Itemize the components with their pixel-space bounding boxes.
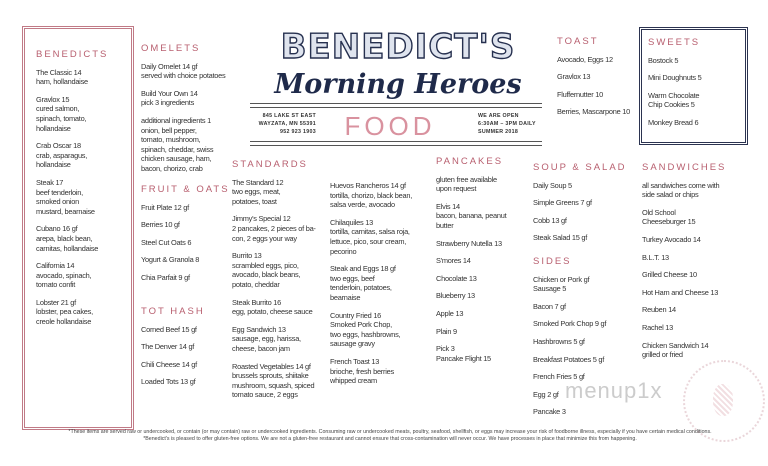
menu-item-name-price: Loaded Tots 13 gf xyxy=(141,377,196,387)
menu-item-description: chicken sausage, ham, xyxy=(141,154,212,164)
menu-item-name-price: Hashbrowns 5 gf xyxy=(533,336,585,346)
menu-item xyxy=(648,91,702,110)
menu-item-description: served with choice potatoes xyxy=(141,71,226,81)
menu-item xyxy=(436,256,506,266)
hours xyxy=(478,112,536,136)
menu-item-description: Pancake Flight 15 xyxy=(436,353,491,363)
menu-item-description: beef tenderloin, xyxy=(36,187,83,197)
menu-item-name-price: Chicken Sandwich 14 xyxy=(642,340,709,350)
season: SUMMER 2018 xyxy=(478,129,519,135)
menu-item-name-price: Berries 10 gf xyxy=(141,220,180,230)
menu-item-description: mustard, bearnaise xyxy=(36,206,95,216)
menu-item-description: two eggs, hashbrowns, xyxy=(330,329,401,339)
menu-item-description: potato, cheddar xyxy=(232,279,280,289)
section-heading: TOAST xyxy=(557,36,599,47)
menu-item-description: salsa verde, avocado xyxy=(330,200,395,210)
menu-item-name-price: Huevos Rancheros 14 gf xyxy=(330,181,406,190)
phone: 952 923 1903 xyxy=(279,129,316,135)
menu-item xyxy=(141,238,230,248)
menu-item-description: sausage gravy xyxy=(330,339,375,349)
menu-item xyxy=(232,214,316,243)
menu-item xyxy=(436,344,506,363)
menu-item-name-price: Lobster 21 gf xyxy=(36,297,76,307)
menu-item-name-price: Cubano 16 gf xyxy=(36,224,78,234)
menu-item xyxy=(533,216,627,226)
menu-item-name-price: Reuben 14 xyxy=(642,305,676,315)
menu-item-name-price: Gravlox 13 xyxy=(557,72,591,82)
menu-item-description: pick 3 ingredients xyxy=(141,98,195,108)
menu-item-name-price: Chocolate 13 xyxy=(436,273,477,283)
menu-item xyxy=(436,327,506,337)
section-heading: PANCAKES xyxy=(436,156,504,167)
menu-item-name-price: The Classic 14 xyxy=(36,67,82,77)
menu-item-description: smoked onion xyxy=(36,197,80,207)
menu-item-name-price: Old School xyxy=(642,207,676,217)
menu-item-description: mushroom, squash, spiced xyxy=(232,380,315,390)
menu-item xyxy=(141,377,205,387)
menu-item-description: ham, hollandaise xyxy=(36,77,88,87)
menu-item-name-price: Corned Beef 15 gf xyxy=(141,324,197,334)
hours-time: 6:30AM – 3PM DAILY xyxy=(478,121,536,127)
menu-item-description: carnitas, hollandaise xyxy=(36,243,99,253)
menu-item-name-price: Egg 2 gf xyxy=(533,389,559,399)
menu-item-name-price: French Fries 5 gf xyxy=(533,372,585,382)
menu-item-description: scrambled eggs, pico, xyxy=(232,260,299,270)
menu-item-name-price: Crab Oscar 18 xyxy=(36,141,81,151)
gluten-free-disclaimer: *Benedict's is pleased to offer gluten-free options. We are not a gluten-free restaurant and cannot ensure that cross-contamination will never occur. We have processes in place that minimize this from happening. xyxy=(143,435,637,442)
menu-item-description: hollandaise xyxy=(36,160,71,170)
menu-item-name-price: Jimmy's Special 12 xyxy=(232,214,291,224)
menu-item-description: lobster, pea cakes, xyxy=(36,307,93,317)
section-tot-hash xyxy=(141,307,205,395)
menu-item-description: egg, potato, cheese sauce xyxy=(232,307,313,317)
menu-item-description: brussels sprouts, shiitake xyxy=(232,371,309,381)
menu-item-name-price: Monkey Bread 6 xyxy=(648,117,699,127)
menu-item xyxy=(232,325,316,354)
section-toast xyxy=(557,37,630,125)
section-standards xyxy=(232,160,316,408)
address-city: WAYZATA, MN 55391 xyxy=(258,121,316,127)
hours-open: WE ARE OPEN xyxy=(478,113,519,119)
menu-item xyxy=(141,342,205,352)
menu-item-name-price: Steel Cut Oats 6 xyxy=(141,237,192,247)
menu-item-description: two eggs, beef xyxy=(330,273,375,283)
menu-item xyxy=(648,73,702,83)
menu-item xyxy=(533,233,627,243)
menu-item-name-price: Steak Salad 15 gf xyxy=(533,233,588,243)
menu-item-name-price: Apple 13 xyxy=(436,308,464,318)
menu-item xyxy=(330,311,412,349)
section-soup-salad xyxy=(533,163,627,251)
address xyxy=(252,112,316,136)
note-line: all sandwiches come with xyxy=(642,180,720,190)
menu-item-description: bearnaise xyxy=(330,292,361,302)
menu-item xyxy=(642,323,726,333)
menu-item-description: Chip Cookies 5 xyxy=(648,100,695,110)
menu-item-description: tomato confit xyxy=(36,280,76,290)
menu-item-name-price: Bostock 5 xyxy=(648,55,679,65)
menu-item-description: butter xyxy=(436,220,454,230)
menu-item xyxy=(648,56,702,66)
note-line: upon request xyxy=(436,184,477,194)
menu-item-description: tenderloin, potatoes, xyxy=(330,283,392,293)
menu-item xyxy=(642,270,726,280)
menu-item xyxy=(436,309,506,319)
menu-item-name-price: B.L.T. 13 xyxy=(642,252,669,262)
menu-item-description: grilled or fried xyxy=(642,350,683,360)
menu-item-name-price: Blueberry 13 xyxy=(436,291,475,301)
menu-item-name-price: Daily Soup 5 xyxy=(533,180,572,190)
menu-item xyxy=(141,89,225,108)
menu-item xyxy=(642,288,726,298)
menu-item-name-price: Berries, Mascarpone 10 xyxy=(557,107,630,117)
menu-item xyxy=(436,239,506,249)
menu-item-description: avocado, spinach, xyxy=(36,270,92,280)
menu-item-description: sausage, egg, harissa, xyxy=(232,334,301,344)
menu-item-name-price: Daily Omelet 14 gf xyxy=(141,61,198,71)
menu-item-name-price: Rachel 13 xyxy=(642,322,674,332)
menu-item xyxy=(141,116,225,174)
menu-item xyxy=(141,325,205,335)
menu-item-description: Smoked Pork Chop, xyxy=(330,320,392,330)
menu-item-name-price: S'mores 14 xyxy=(436,256,471,266)
note-line: side salad or chips xyxy=(642,190,699,200)
menu-item-description: creole hollandaise xyxy=(36,317,92,327)
menu-item xyxy=(557,107,630,117)
menu-item xyxy=(533,407,606,417)
section-fruit-oats xyxy=(141,185,230,291)
menu-item xyxy=(232,251,316,289)
address-street: 845 LAKE ST EAST xyxy=(262,113,316,119)
menu-item-description: two eggs, meat, xyxy=(232,187,281,197)
menu-item-description: tortilla, chorizo, black bean, xyxy=(330,190,413,200)
food-heading: FOOD xyxy=(344,111,436,141)
menu-item xyxy=(36,95,108,133)
menu-item-description: tomato, mushroom, xyxy=(141,135,201,145)
section-heading: STANDARDS xyxy=(232,159,308,170)
section-heading: SANDWICHES xyxy=(642,162,727,173)
menu-item-name-price: Gravlox 15 xyxy=(36,94,70,104)
menu-item xyxy=(557,55,630,65)
menu-item xyxy=(36,178,108,216)
watermark: menup1x xyxy=(565,378,663,403)
menu-item-name-price: Bacon 7 gf xyxy=(533,301,566,311)
menu-item xyxy=(36,298,108,327)
menu-item-name-price: Country Fried 16 xyxy=(330,310,382,320)
menu-item-name-price: Strawberry Nutella 13 xyxy=(436,238,502,248)
menu-item xyxy=(533,302,606,312)
menu-item-name-price: California 14 xyxy=(36,261,75,271)
menu-item-description: pecorino xyxy=(330,246,357,256)
menu-item-name-price: Cobb 13 gf xyxy=(533,215,567,225)
menu-item-name-price: Warm Chocolate xyxy=(648,90,700,100)
section-heading: SWEETS xyxy=(648,37,701,48)
section-pancakes xyxy=(436,157,506,371)
menu-item-name-price: Pick 3 xyxy=(436,344,455,354)
section-heading: TOT HASH xyxy=(141,306,205,317)
menu-item-name-price: Steak 17 xyxy=(36,177,64,187)
menu-item-name-price: Yogurt & Granola 8 xyxy=(141,255,200,265)
menu-item-name-price: Smoked Pork Chop 9 gf xyxy=(533,319,607,329)
menu-item xyxy=(648,118,702,128)
section-heading: OMELETS xyxy=(141,43,201,54)
menu-item-name-price: Fluffernutter 10 xyxy=(557,89,603,99)
section-sweets xyxy=(648,38,702,136)
section-omelets xyxy=(141,44,225,182)
menu-item xyxy=(557,90,630,100)
section-heading: SOUP & SALAD xyxy=(533,162,627,173)
section-heading: FRUIT & OATS xyxy=(141,184,230,195)
menu-item-name-price: Pancake 3 xyxy=(533,407,566,417)
menu-item xyxy=(141,62,225,81)
menu-item xyxy=(436,274,506,284)
menu-item xyxy=(232,178,316,207)
menu-item-description: arepa, black bean, xyxy=(36,233,93,243)
note-line: gluten free available xyxy=(436,174,497,184)
menu-item-description: cheese, bacon jam xyxy=(232,343,290,353)
menu-item xyxy=(533,275,606,294)
menu-item-name-price: Egg Sandwich 13 xyxy=(232,324,286,334)
footer-disclaimer xyxy=(20,429,760,442)
menu-item-description: con, 2 eggs your way xyxy=(232,233,297,243)
menu-item-name-price: The Standard 12 xyxy=(232,177,284,187)
menu-item-name-price: Fruit Plate 12 gf xyxy=(141,202,189,212)
menu-item-name-price: Hot Ham and Cheese 13 xyxy=(642,287,719,297)
restaurant-logo-title: BENEDICT'S xyxy=(280,27,516,67)
menu-item xyxy=(330,357,412,386)
menu-item-name-price: Build Your Own 14 xyxy=(141,88,198,98)
menu-item xyxy=(642,253,726,263)
section-note xyxy=(436,175,506,194)
section-sandwiches xyxy=(642,163,726,368)
menu-item-name-price: Burrito 13 xyxy=(232,251,262,261)
menu-item xyxy=(141,273,230,283)
menu-item-name-price: Breakfast Potatoes 5 gf xyxy=(533,354,605,364)
menu-item-name-price: additional ingredients 1 xyxy=(141,115,212,125)
menu-item-name-price: Avocado, Eggs 12 xyxy=(557,54,613,64)
menu-item xyxy=(141,220,230,230)
menu-item xyxy=(533,198,627,208)
menu-item-name-price: Roasted Vegetables 14 gf xyxy=(232,361,311,371)
section-benedicts xyxy=(36,50,108,335)
menu-item-description: bacon, chorizo, crab xyxy=(141,163,203,173)
menu-item-description: spinach, tomato, xyxy=(36,113,87,123)
divider xyxy=(250,103,542,108)
menu-item-description: potatoes, toast xyxy=(232,196,277,206)
menu-item-description: whipped cream xyxy=(330,376,377,386)
raw-food-disclaimer: *These items are served raw or undercooked, or contain (or may contain) raw or undercooked ingredients. Consuming raw or undercooked meats, poultry, seafood, shellfish, or eggs may increase your risk of foodborne illness, especially if you have certain medical conditions. xyxy=(68,429,712,435)
menu-item-name-price: Grilled Cheese 10 xyxy=(642,270,697,280)
section-heading: SIDES xyxy=(533,256,572,267)
menu-item-description: onion, bell pepper, xyxy=(141,125,197,135)
menu-item xyxy=(232,298,316,317)
section-note xyxy=(642,181,726,200)
menu-item xyxy=(330,218,412,256)
menu-item-description: tortilla, carnitas, salsa roja, xyxy=(330,227,410,237)
menu-item xyxy=(642,305,726,315)
menu-item xyxy=(533,319,606,329)
menu-item-name-price: Mini Doughnuts 5 xyxy=(648,73,702,83)
menu-item xyxy=(141,203,230,213)
menu-item xyxy=(642,235,726,245)
menu-item xyxy=(533,181,627,191)
menu-item-description: tomato sauce, 2 eggs xyxy=(232,390,298,400)
menu-item-name-price: Chili Cheese 14 gf xyxy=(141,359,197,369)
menu-item-name-price: Turkey Avocado 14 xyxy=(642,234,701,244)
menu-item xyxy=(330,264,412,302)
menu-item-description: Sausage 5 xyxy=(533,284,567,294)
menu-item-description: hollandaise xyxy=(36,123,71,133)
menu-item xyxy=(330,181,412,210)
menu-item xyxy=(642,208,726,227)
menu-item-description: brioche, fresh berries xyxy=(330,366,394,376)
menu-item xyxy=(533,337,606,347)
menu-item xyxy=(642,341,726,360)
menu-item-description: bacon, banana, peanut xyxy=(436,211,507,221)
menu-item-name-price: The Denver 14 gf xyxy=(141,342,195,352)
menu-item xyxy=(232,362,316,400)
menu-item-description: avocado, black beans, xyxy=(232,270,301,280)
menu-item xyxy=(533,355,606,365)
restaurant-subtitle: Morning Heroes xyxy=(274,69,522,100)
menu-item-description: lettuce, pico, sour cream, xyxy=(330,236,407,246)
menu-item xyxy=(436,202,506,231)
menu-item-description: spinach, cheddar, swiss xyxy=(141,144,214,154)
menu-item-description: Cheeseburger 15 xyxy=(642,217,696,227)
menu-item-name-price: Chilaquiles 13 xyxy=(330,217,373,227)
menu-item xyxy=(141,255,230,265)
menu-item-name-price: French Toast 13 xyxy=(330,356,380,366)
menu-item-name-price: Elvis 14 xyxy=(436,201,460,211)
menu-item-name-price: Plain 9 xyxy=(436,326,457,336)
section-standards-col2 xyxy=(330,181,412,394)
menu-item xyxy=(36,261,108,290)
menu-item xyxy=(436,291,506,301)
menu-item-name-price: Simple Greens 7 gf xyxy=(533,198,592,208)
menu-item xyxy=(36,224,108,253)
menu-item xyxy=(36,68,108,87)
menu-item-name-price: Steak and Eggs 18 gf xyxy=(330,264,396,274)
section-heading: BENEDICTS xyxy=(36,49,109,60)
menu-item xyxy=(36,141,108,170)
menu-item-name-price: Chia Parfait 9 gf xyxy=(141,272,190,282)
divider xyxy=(250,141,542,146)
menu-item-description: 2 pancakes, 2 pieces of ba- xyxy=(232,223,316,233)
menu-item xyxy=(557,72,630,82)
menu-item-description: crab, asparagus, xyxy=(36,150,88,160)
menu-item xyxy=(141,360,205,370)
menu-item-description: cured salmon, xyxy=(36,104,80,114)
menu-item-name-price: Steak Burrito 16 xyxy=(232,297,281,307)
menu-item-name-price: Chicken or Pork gf xyxy=(533,274,590,284)
